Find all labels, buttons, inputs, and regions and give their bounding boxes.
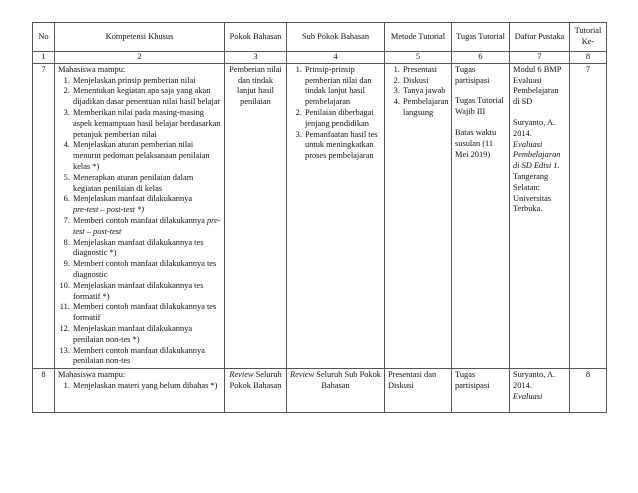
kompetensi-list <box>58 381 221 392</box>
tutorial-ke-cell: 7 <box>570 63 607 368</box>
list-item: 3. Pemanfaatan hasil tes untuk meningkatkan proses pembelajaran <box>304 130 381 162</box>
pustaka-publisher: Tangerang Selatan: Universitas Terbuka. <box>513 171 552 214</box>
metode-list <box>388 65 448 119</box>
rps-table <box>32 22 607 413</box>
list-item: 10. Menjelaskan manfaat dilakukannya tes formatif *) <box>72 281 221 303</box>
list-item: 11. Memberi contoh manfaat dilakukannya tes formatif <box>72 302 221 324</box>
kompetensi-intro: Mahasiswa mampu: <box>58 370 126 380</box>
list-item: 9. Memberi contoh manfaat dilakukannya tes diagnostic <box>72 259 221 281</box>
list-item: 1. Presentasi <box>402 65 448 76</box>
list-item: 2. Penilaian diberbagai jenjang pendidikan <box>304 108 381 130</box>
col-number: 1 <box>33 52 55 64</box>
list-item-text: Menjelaskan manfaat dilakukannya <box>73 194 193 204</box>
list-item: 3. Tanya jawab <box>402 86 448 97</box>
col-number: 7 <box>510 52 570 64</box>
review-label: Review <box>229 370 254 380</box>
batas-waktu: Batas waktu susulan (11 Mei 2019) <box>455 127 497 159</box>
header-row <box>33 23 607 52</box>
list-item-italic: pre-test – post-test <box>73 215 221 236</box>
tugas-wajib: Tugas Tutorial Wajib III <box>455 96 504 117</box>
pokok-bahasan-cell: Pemberian nilai dan tindak lanjut hasil penilaian <box>225 63 287 368</box>
list-item: 13. Memberi contoh manfaat dilakukannya penilaian non-tes <box>72 346 221 368</box>
header-sub-pokok-bahasan: Sub Pokok Bahasan <box>287 23 385 52</box>
list-item: 5. Menerapkan aturan penilaian dalam kegiatan penilaian di kelas <box>72 173 221 195</box>
col-number: 5 <box>385 52 452 64</box>
pustaka-cell <box>510 63 570 368</box>
pustaka-author: Suryanto, A. 2014. <box>513 117 556 138</box>
list-item: 3. Memberikan nilai pada masing-masing aspek kemampuan hasil belajar berdasarkan petunjuk pemberian nilai <box>72 108 221 140</box>
header-metode-tutorial: Metode Tutorial <box>385 23 452 52</box>
list-item: 4. Pembelajaran langsung <box>402 97 448 119</box>
list-item: 8. Menjelaskan manfaat dilakukannya tes diagnostic *) <box>72 238 221 260</box>
table-row <box>33 369 607 413</box>
kompetensi-list <box>58 76 221 368</box>
pokok-text: Seluruh Pokok Bahasan <box>229 370 282 390</box>
col-number: 4 <box>287 52 385 64</box>
metode-cell <box>385 63 452 368</box>
tutorial-ke-cell: 8 <box>570 369 607 413</box>
header-daftar-pustaka: Daftar Pustaka <box>510 23 570 52</box>
list-item-text: Memberi contoh manfaat dilakukannya <box>73 215 205 225</box>
pustaka-book-title: Evaluasi Pembelajaran di SD Edisi 1. <box>513 139 561 171</box>
col-number: 3 <box>225 52 287 64</box>
list-item: 2. Menentukan kegiatan apa saja yang akan dijadikan dasar penentuan nilai hasil belajar <box>72 86 221 108</box>
list-item: 12. Menjelaskan manfaat dilakukannya penilaian non-tes *) <box>72 324 221 346</box>
metode-cell: Presentasi dan Diskusi <box>385 369 452 413</box>
header-tugas-tutorial: Tugas Tutorial <box>452 23 510 52</box>
list-item: 4. Menjelaskan aturan pemberian nilai menurut pedoman pelaksanaan penilaian kelas *) <box>72 140 221 172</box>
pustaka-modul: Modul 6 BMP Evaluasi Pembelajaran di SD <box>513 64 562 107</box>
header-no: No <box>33 23 55 52</box>
sub-pokok-text: Seluruh Sub Pokok Bahasan <box>316 370 381 390</box>
list-item: 2. Diskusi <box>402 76 448 87</box>
col-number: 2 <box>55 52 225 64</box>
header-kompetensi: Kompetensi Khusus <box>55 23 225 52</box>
review-label: Review <box>290 370 315 380</box>
table-row <box>33 63 607 368</box>
header-tutorial-ke: Tutorial Ke- <box>570 23 607 52</box>
pustaka-cell <box>510 369 570 413</box>
list-item: 1. Menjelaskan prinsip pemberian nilai <box>72 76 221 87</box>
header-pokok-bahasan: Pokok Bahasan <box>225 23 287 52</box>
tugas-cell <box>452 63 510 368</box>
tugas-cell: Tugas partisipasi <box>452 369 510 413</box>
column-number-row <box>33 52 607 64</box>
col-number: 8 <box>570 52 607 64</box>
pustaka-book-title: Evaluasi <box>513 391 543 401</box>
list-item-italic: pre-test – post-test *) <box>73 205 145 215</box>
row-number: 8 <box>33 369 55 413</box>
sub-pokok-cell <box>287 369 385 413</box>
list-item: 1. Prinsip-prinsip pemberian nilai dan tindak lanjut hasil pembelajaran <box>304 65 381 108</box>
kompetensi-intro: Mahasiswa mampu: <box>58 64 126 74</box>
row-number: 7 <box>33 63 55 368</box>
col-number: 6 <box>452 52 510 64</box>
kompetensi-cell <box>55 63 225 368</box>
sub-pokok-cell <box>287 63 385 368</box>
pustaka-author: Suryanto, A. 2014. <box>513 370 556 390</box>
pokok-bahasan-cell <box>225 369 287 413</box>
tugas-partisipasi: Tugas partisipasi <box>455 64 490 85</box>
list-item: 1. Menjelaskan materi yang belum dibahas *) <box>72 381 221 392</box>
sub-pokok-list <box>290 65 381 162</box>
list-item <box>72 216 221 238</box>
kompetensi-cell <box>55 369 225 413</box>
list-item <box>72 194 221 216</box>
